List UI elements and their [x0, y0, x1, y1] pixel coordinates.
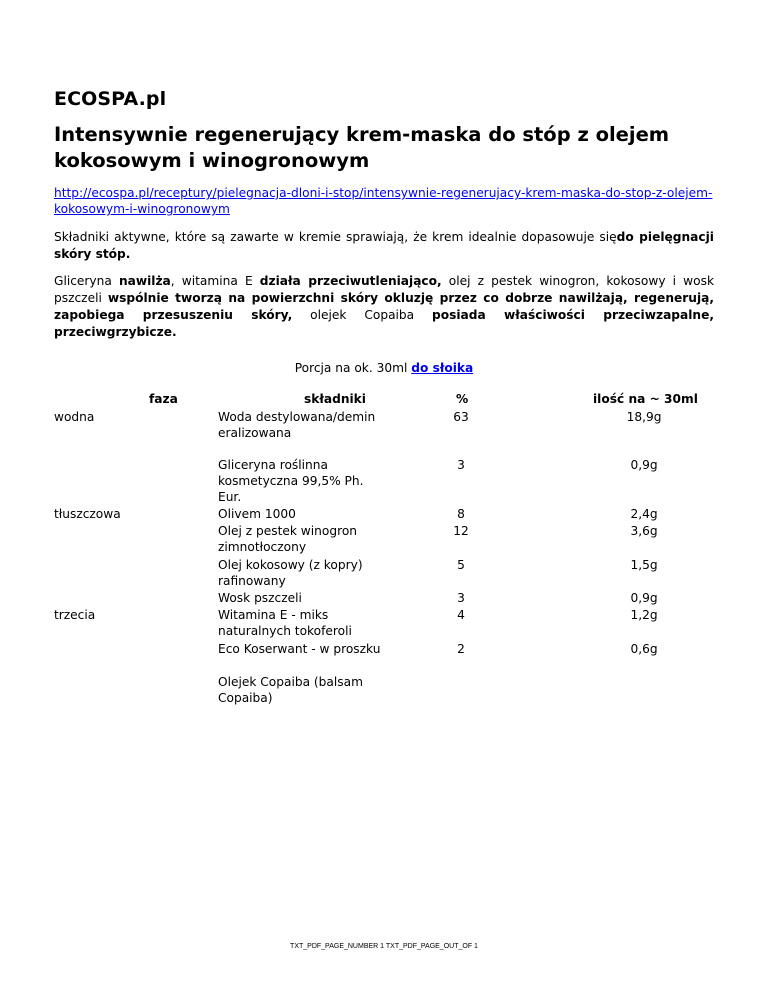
- intro-text: Składniki aktywne, które są zawarte w kremie sprawiają, że krem idealnie dopasowuje się: [54, 230, 617, 244]
- phase-cell: tłuszczowa: [54, 507, 121, 521]
- percent-cell: 3: [457, 591, 465, 605]
- header-phase: faza: [149, 392, 178, 406]
- intro-paragraph: [54, 229, 714, 263]
- ingredient-cell: Woda destylowana/demineralizowana: [218, 410, 376, 440]
- amount-cell: 0,9g: [630, 591, 658, 605]
- desc-text-4: olejek Copaiba: [292, 308, 433, 322]
- desc-text-1: Gliceryna: [54, 274, 119, 288]
- description-paragraph: [54, 273, 714, 341]
- ingredient-cell: Olej z pestek winogron zimnotłoczony: [218, 524, 357, 554]
- source-url-link[interactable]: http://ecospa.pl/receptury/pielegnacja-dloni-i-stop/intensywnie-regenerujacy-krem-maska-do-stop-z-olejem-kokosowym-i-winogronowym: [54, 186, 713, 216]
- ingredient-cell: Olej kokosowy (z kopry) rafinowany: [218, 558, 363, 588]
- percent-cell: 5: [457, 558, 465, 572]
- header-ingredient: składniki: [304, 392, 366, 406]
- portion-line: [54, 360, 714, 377]
- ingredient-cell: Wosk pszczeli: [218, 591, 302, 605]
- desc-bold-4: posiada właściwości przeciwzapalne, przeciwgrzybicze.: [54, 308, 714, 339]
- intro-bold: do pielęgnacji skóry stóp.: [54, 230, 714, 261]
- header-amount: ilość na ~ 30ml: [593, 392, 698, 406]
- percent-cell: 8: [457, 507, 465, 521]
- percent-cell: 12: [453, 524, 469, 538]
- site-name: ECOSPA.pl: [54, 88, 167, 110]
- percent-cell: 4: [457, 608, 465, 622]
- desc-bold-2: działa przeciwutleniająco,: [259, 274, 442, 288]
- desc-text-3: olej z pestek winogron, kokosowy i wosk pszczeli: [54, 274, 714, 305]
- desc-text-2: , witamina E: [170, 274, 260, 288]
- desc-bold-1: nawilża: [118, 274, 171, 288]
- ingredient-cell: Olejek Copaiba (balsam Copaiba): [218, 675, 363, 705]
- amount-cell: 0,9g: [630, 458, 658, 472]
- phase-cell: wodna: [54, 410, 95, 424]
- page-title: Intensywnie regenerujący krem-maska do stóp z olejem kokosowym i winogronowym: [54, 123, 670, 172]
- amount-cell: 1,5g: [630, 558, 658, 572]
- ingredient-cell: Witamina E - miks naturalnych tokoferoli: [218, 608, 352, 638]
- amount-cell: 3,6g: [630, 524, 658, 538]
- header-percent: %: [456, 392, 469, 406]
- percent-cell: 3: [457, 458, 465, 472]
- phase-cell: trzecia: [54, 608, 96, 622]
- ingredient-cell: Eco Koserwant - w proszku: [218, 642, 381, 656]
- percent-cell: 63: [453, 410, 469, 424]
- amount-cell: 1,2g: [630, 608, 658, 622]
- amount-cell: 18,9g: [626, 410, 662, 424]
- percent-cell: 2: [457, 642, 465, 656]
- page-footer: TXT_PDF_PAGE_NUMBER 1 TXT_PDF_PAGE_OUT_OF 1: [290, 943, 478, 950]
- amount-cell: 2,4g: [630, 507, 658, 521]
- portion-text: Porcja na ok. 30ml: [294, 361, 408, 375]
- portion-link[interactable]: do słoika: [411, 361, 474, 375]
- ingredient-cell: Olivem 1000: [218, 507, 296, 521]
- ingredient-cell: Gliceryna roślinna kosmetyczna 99,5% Ph. Eur.: [218, 458, 364, 504]
- amount-cell: 0,6g: [630, 642, 658, 656]
- desc-bold-3: wspólnie tworzą na powierzchni skóry okluzję przez co dobrze nawilżają, regenerują, zapobiega przesuszeniu skóry,: [54, 291, 714, 322]
